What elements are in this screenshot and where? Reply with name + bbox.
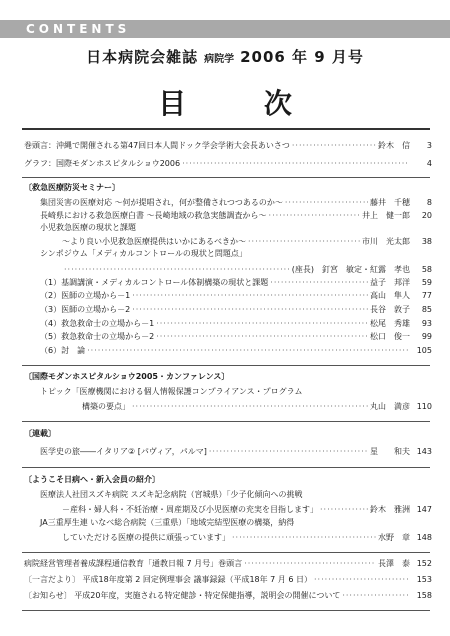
entry-page: 147 [416,505,432,514]
leader-dots [320,503,368,514]
entry-page: 148 [416,533,432,542]
entry-title: （6）討 論 [40,346,86,355]
entry-title: 集団災害の医療対応 ～何が提唱され，何が整備されつつあるのか～ [40,198,283,207]
entry-page: 152 [416,559,432,568]
entry-author: 星 和夫 [370,447,410,456]
leader-dots [248,235,360,246]
page-title: 目 次 [158,87,326,120]
leader-dots [342,589,408,600]
entry-title: －産科・婦人科・不妊治療・周産期及び小児医療の充実を目指します」 [62,505,318,514]
leader-dots [314,573,408,584]
entry-page: 99 [421,332,432,341]
entry-author: 丸山 満彦 [370,402,410,411]
section-heading-show: 〔国際モダンホスピタルショウ2005・カンファレンス〕 [24,372,230,381]
entry-page: 4 [426,159,432,168]
entry-title: グラフ：国際モダンホスピタルショウ2006 [24,159,181,168]
toc-entry[interactable] [40,303,432,316]
leader-dots [269,209,360,220]
entry-page: 153 [416,575,432,584]
entry-page: 3 [426,141,432,150]
leader-dots [132,400,368,411]
entry-page: 58 [421,265,432,274]
leader-dots [232,531,376,542]
entry-page: 105 [416,346,432,355]
toc-entry[interactable] [24,557,432,570]
toc-entry[interactable] [40,209,432,222]
entry-title[interactable]: 医療法人社団スズキ病院 スズキ記念病院（宮城県）「少子化傾向への挑戦 [40,490,303,499]
entry-title[interactable]: トピック「医療機関における個人情報保護コンプライアンス・プログラム [40,387,303,396]
toc-entry[interactable] [24,157,432,170]
entry-title: ～より良い小児救急医療提供はいかにあるべきか～ [62,237,246,246]
toc-entry[interactable] [62,263,432,276]
entry-author: 鈴木 雅洲 [370,505,410,514]
section-rule [22,177,430,178]
entry-title: 構築の要点」 [82,402,130,411]
entry-author: 益子 邦洋 [370,278,410,287]
entry-page: 8 [426,198,432,207]
entry-page: 158 [416,591,432,600]
entry-page: 110 [416,402,432,411]
entry-author: 藤井 千穂 [370,198,410,207]
toc-entry[interactable] [24,589,432,602]
section-rule [22,552,430,553]
toc-entry[interactable] [40,344,432,357]
entry-title: 長崎県における救急医療白書 ～長崎地域の救急実態調査から～ [40,211,267,220]
entry-page: 85 [421,305,432,314]
entry-title: （1）基調講演・メディカルコントロール体制構築の現状と課題 [40,278,269,287]
entry-page: 93 [421,319,432,328]
leader-dots [64,263,290,274]
section-heading-seminar: 〔救急医療防災セミナー〕 [24,183,120,192]
entry-title: 巻頭言：沖縄で開催される第47回日本人間ドック学会学術大会長あいさつ [24,141,290,150]
leader-dots [156,317,368,328]
toc-entry[interactable] [62,503,432,516]
leader-dots [132,289,368,300]
toc-entry[interactable] [40,196,432,209]
section-rule [22,467,430,468]
leader-dots [209,445,368,456]
section-rule [22,421,430,422]
entry-title: （4）救急救命士の立場から－1 [40,319,155,328]
entry-title: （5）救急救命士の立場から－2 [40,332,155,341]
toc-entry[interactable] [40,276,432,289]
issue-date: 2006 年 9 月号 [240,48,364,66]
entry-title[interactable]: シンポジウム「メディカルコントロールの現状と問題点」 [40,249,247,258]
toc-entry[interactable] [40,289,432,302]
leader-dots [182,157,408,168]
entry-author: 井上 健一郎 [362,211,410,220]
leader-dots [292,139,376,150]
toc-entry[interactable] [24,573,432,586]
bottom-rule [22,610,430,611]
leader-dots [270,276,368,287]
entry-author: 松口 俊一 [370,332,410,341]
entry-author: 長谷 敦子 [370,305,410,314]
entry-title: （2）医師の立場から－1 [40,291,131,300]
leader-dots [87,344,408,355]
entry-title[interactable]: JA三重厚生連 いなべ総合病院（三重県）「地域完結型医療の構築，納得 [40,518,295,527]
entry-title: 病院経営管理者養成課程通信教育「通教日報 7 月号」巻頭言 [24,559,243,568]
entry-page: 38 [421,237,432,246]
entry-title[interactable]: 小児救急医療の現状と課題 [40,223,136,232]
contents-band [0,20,450,38]
entry-author: 鈴木 信 [378,141,410,150]
entry-author: (座長) 釘宮 敏定・紅露 孝也 [291,265,410,274]
entry-page: 77 [421,291,432,300]
entry-title: 〔お知らせ〕 平成20年度，実施される特定健診・特定保健指導，説明会の開催について [24,591,341,600]
entry-page: 143 [416,447,432,456]
entry-page: 59 [421,278,432,287]
entry-title: 〔一言だより〕 平成18年度第 2 回定例理事会 議事録録（平成18年 7 月 6 日） [24,575,312,584]
leader-dots [132,303,368,314]
entry-author: 松尾 秀雄 [370,319,410,328]
leader-dots [156,330,368,341]
leader-dots [285,196,368,207]
toc-entry[interactable] [40,445,432,458]
entry-author: 水野 章 [378,533,410,542]
section-rule [22,365,430,366]
entry-author: 市川 光太郎 [362,237,410,246]
entry-title: （3）医師の立場から－2 [40,305,131,314]
entry-author: 高山 隼人 [370,291,410,300]
entry-title: していただける医療の提供に頑張っています」 [62,533,230,542]
leader-dots [244,557,376,568]
top-rule [22,128,430,130]
journal-title: 日本病院会雑誌 [86,48,199,66]
toc-entry[interactable] [62,531,432,544]
toc-entry[interactable] [62,235,432,248]
section-heading-welcome: 〔ようこそ日病へ・新入会員の紹介〕 [24,475,160,484]
toc-entry[interactable] [82,400,432,413]
entry-page: 20 [421,211,432,220]
toc-entry[interactable] [24,139,432,152]
contents-label: CONTENTS [26,22,131,36]
entry-title: 医学史の旅――イタリア② [パヴィア，パルマ] [40,447,207,456]
section-heading-serial: 〔連載〕 [24,429,56,438]
toc-entry[interactable] [40,317,432,330]
entry-author: 長澤 泰 [378,559,410,568]
journal-heading [0,46,450,67]
toc-entry[interactable] [40,330,432,343]
journal-subtitle: 病院学 [204,54,235,65]
